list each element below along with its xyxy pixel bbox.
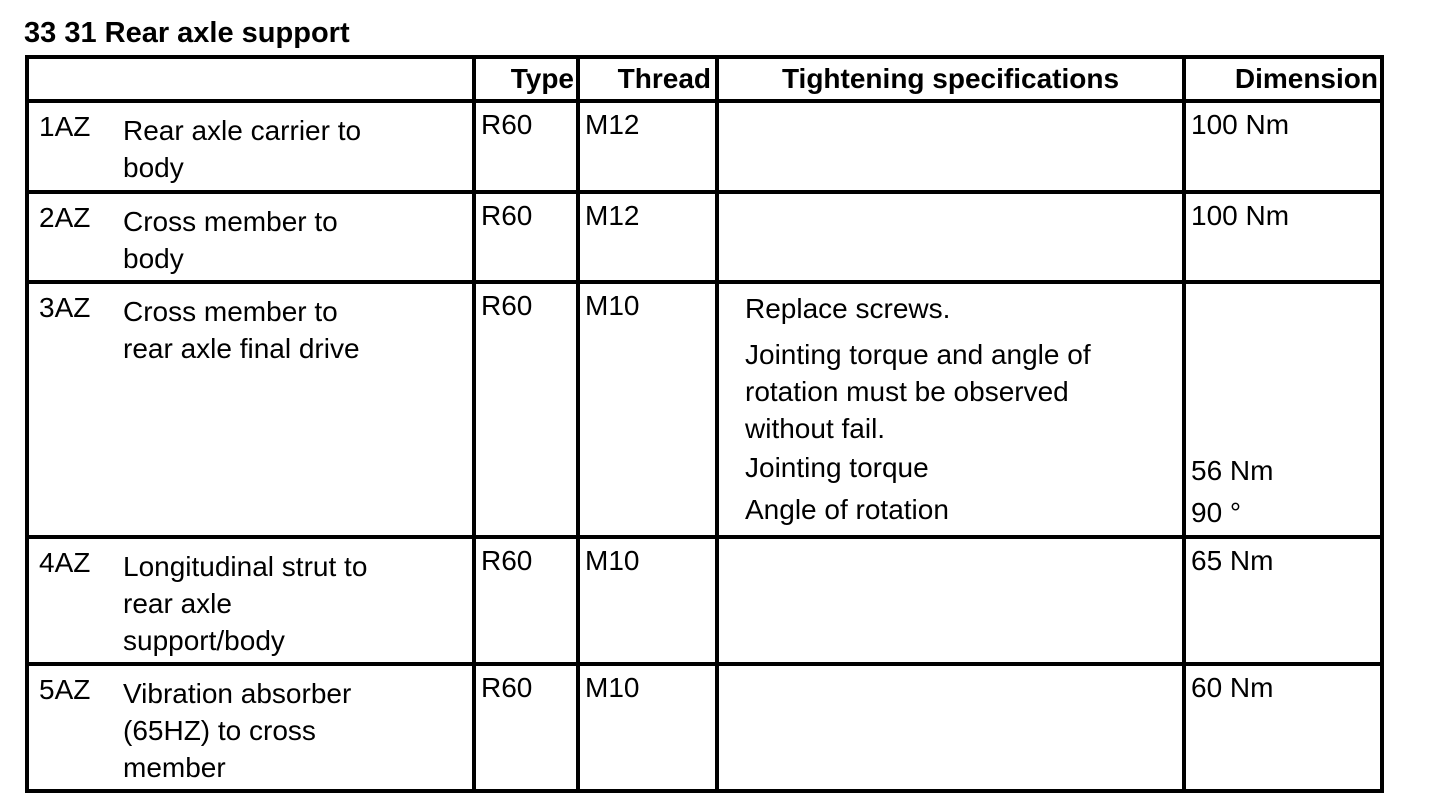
- position-code: 2AZ: [39, 202, 91, 233]
- position-cell: [27, 192, 474, 282]
- header-dimension: Dimension: [1184, 57, 1382, 101]
- type-cell: R60: [474, 101, 578, 192]
- position-code: 4AZ: [39, 547, 91, 578]
- spec-cell: [717, 101, 1184, 192]
- description: [123, 675, 453, 786]
- spec-item-value: 56 Nm: [1191, 455, 1274, 486]
- header-tightening-specifications: Tightening specifications: [717, 57, 1184, 101]
- description: [123, 203, 453, 277]
- spec-item-label: Angle of rotation: [745, 494, 949, 525]
- spec-note: [745, 336, 1182, 447]
- header-position: [27, 57, 474, 101]
- position-cell: [27, 664, 474, 791]
- spec-cell: [717, 537, 1184, 664]
- dimension-spacer: [1191, 284, 1380, 450]
- position-code: 1AZ: [39, 111, 91, 142]
- position-cell: [27, 101, 474, 192]
- description-line: Rear axle carrier to: [123, 115, 362, 146]
- type-cell: R60: [474, 282, 578, 537]
- thread-cell: M10: [578, 282, 717, 537]
- spec-cell: [717, 282, 1184, 537]
- thread-cell: M12: [578, 192, 717, 282]
- description-line: member: [123, 752, 226, 783]
- description-line: rear axle: [123, 588, 232, 619]
- description-line: rear axle final drive: [123, 333, 360, 364]
- type-cell: R60: [474, 537, 578, 664]
- table-row: [27, 101, 1382, 192]
- description-line: Cross member to: [123, 296, 338, 327]
- spec-cell: [717, 192, 1184, 282]
- header-thread: Thread: [578, 57, 717, 101]
- description: [123, 293, 453, 367]
- table-row: [27, 192, 1382, 282]
- position-code: 5AZ: [39, 674, 91, 705]
- thread-cell: M10: [578, 664, 717, 791]
- table-row: [27, 664, 1382, 791]
- table-row: [27, 537, 1382, 664]
- dimension-cell: [1184, 282, 1382, 537]
- spec-note-line: rotation must be observed: [745, 376, 1069, 407]
- thread-cell: M12: [578, 101, 717, 192]
- spec-item-label: Jointing torque: [745, 452, 929, 483]
- description: [123, 548, 453, 659]
- dimension-cell: 65 Nm: [1184, 537, 1382, 664]
- description-line: Cross member to: [123, 206, 338, 237]
- page-title: 33 31 Rear axle support: [24, 17, 350, 49]
- description-line: support/body: [123, 625, 285, 656]
- type-cell: R60: [474, 192, 578, 282]
- spec-item-value: 90 °: [1191, 497, 1242, 528]
- header-type: Type: [474, 57, 578, 101]
- position-cell: [27, 537, 474, 664]
- description-line: Vibration absorber: [123, 678, 352, 709]
- table-header-row: [27, 57, 1382, 101]
- position-cell: [27, 282, 474, 537]
- torque-spec-table: [25, 55, 1384, 793]
- description-line: body: [123, 243, 184, 274]
- spec-note-line: without fail.: [745, 413, 886, 444]
- thread-cell: M10: [578, 537, 717, 664]
- dimension-cell: 100 Nm: [1184, 101, 1382, 192]
- position-code: 3AZ: [39, 292, 91, 323]
- type-cell: R60: [474, 664, 578, 791]
- description: [123, 112, 453, 186]
- spec-note: Replace screws.: [745, 293, 951, 324]
- description-line: body: [123, 152, 184, 183]
- table-row: [27, 282, 1382, 537]
- spec-cell: [717, 664, 1184, 791]
- description-line: (65HZ) to cross: [123, 715, 316, 746]
- spec-note-line: Jointing torque and angle of: [745, 339, 1091, 370]
- dimension-cell: 60 Nm: [1184, 664, 1382, 791]
- dimension-cell: 100 Nm: [1184, 192, 1382, 282]
- description-line: Longitudinal strut to: [123, 551, 368, 582]
